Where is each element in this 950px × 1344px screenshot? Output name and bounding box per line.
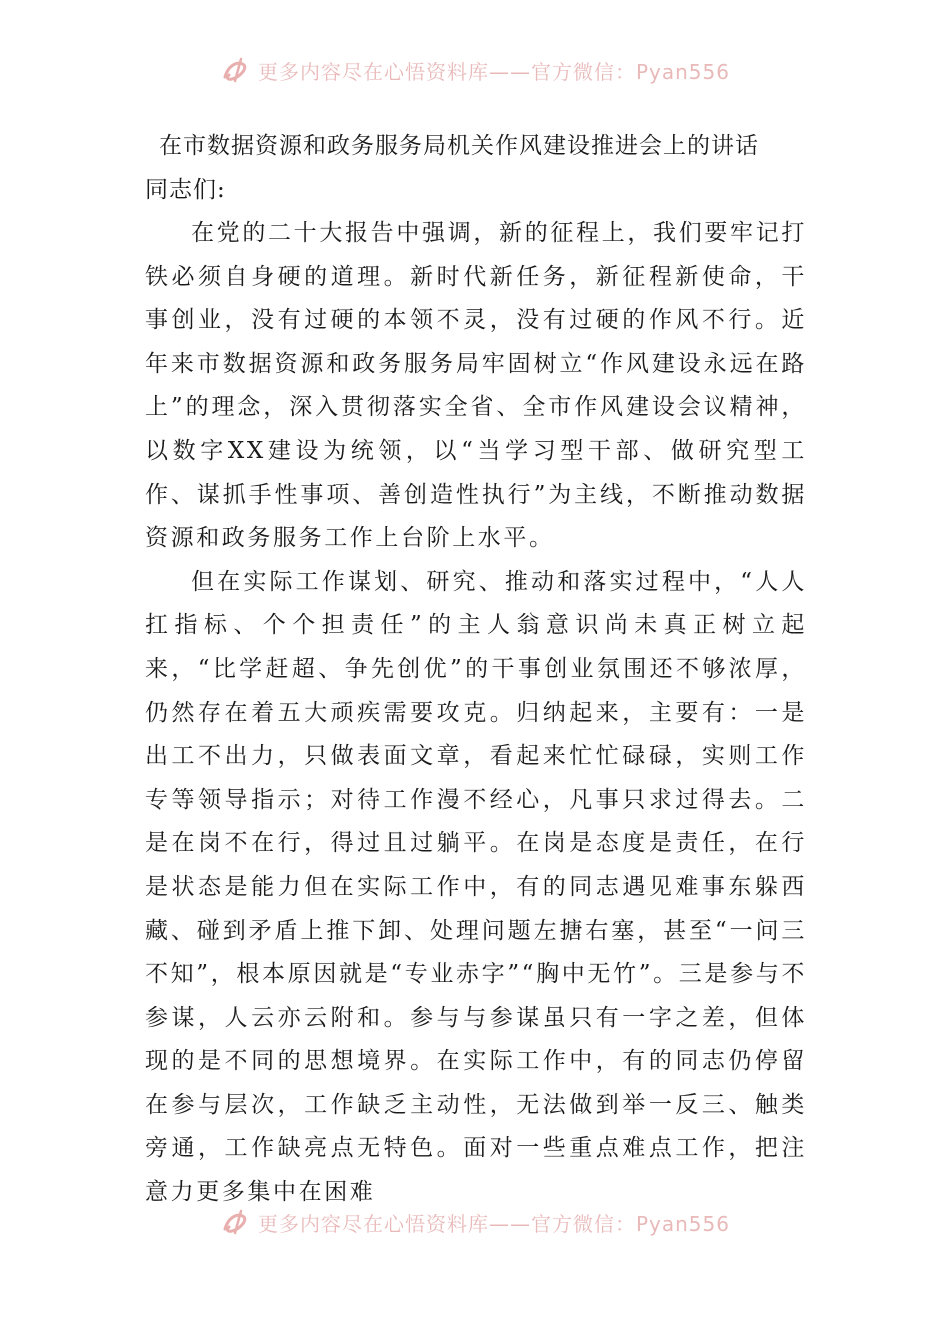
paragraph-1: 在党的二十大报告中强调，新的征程上，我们要牢记打铁必须自身硬的道理。新时代新任务，新征程新使命，干事创业，没有过硬的本领不灵，没有过硬的作风不行。近年来市数据资源和政务服务局牢固树立“作风建设永远在路上”的理念，深入贯彻落实全省、全市作风建设会议精神，以数字XX建设为统领，以“当学习型干部、做研究型工作、谋抓手性事项、善创造性执行”为主线，不断推动数据资源和政务服务工作上台阶上水平。 xyxy=(145,220,807,552)
salutation: 同志们: xyxy=(145,177,226,203)
pen-swirl-icon xyxy=(220,55,250,85)
pen-swirl-icon xyxy=(220,1207,250,1237)
watermark-text: 更多内容尽在心悟资料库——官方微信：Pyan556 xyxy=(257,59,730,84)
watermark-text: 更多内容尽在心悟资料库——官方微信：Pyan556 xyxy=(257,1211,730,1236)
document-title: 在市数据资源和政务服务局机关作风建设推进会上的讲话 xyxy=(159,133,759,159)
document-body xyxy=(145,124,807,1215)
footer-watermark xyxy=(0,1204,950,1240)
paragraph-2: 但在实际工作谋划、研究、推动和落实过程中，“人人扛指标、个个担责任”的主人翁意识尚未真正树立起来，“比学赶超、争先创优”的干事创业氛围还不够浓厚，仍然存在着五大顽疾需要攻克。归纳起来，主要有：一是出工不出力，只做表面文章，看起来忙忙碌碌，实则工作专等领导指示；对待工作漫不经心，凡事只求过得去。二是在岗不在行，得过且过躺平。在岗是态度是责任，在行是状态是能力但在实际工作中，有的同志遇见难事东躲西藏、碰到矛盾上推下卸、处理问题左搪右塞，甚至“一问三不知”，根本原因就是“专业赤字”“胸中无竹”。三是参与不参谋，人云亦云附和。参与与参谋虽只有一字之差，但体现的是不同的思想境界。在实际工作中，有的同志仍停留在参与层次，工作缺乏主动性，无法做到举一反三、触类旁通，工作缺亮点无特色。面对一些重点难点工作，把注意力更多集中在困难 xyxy=(145,568,807,1206)
header-watermark xyxy=(0,52,950,88)
